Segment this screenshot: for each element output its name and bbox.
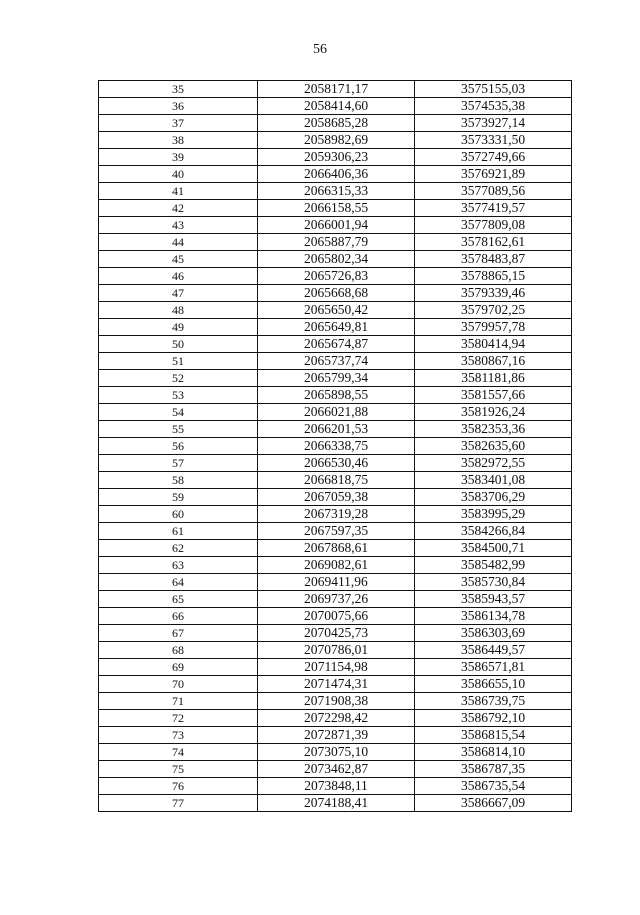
- point-number-cell: 45: [99, 251, 258, 268]
- point-number-cell: 50: [99, 336, 258, 353]
- y-coordinate-cell: 3582635,60: [415, 438, 572, 455]
- y-coordinate-cell: 3583995,29: [415, 506, 572, 523]
- point-number-cell: 77: [99, 795, 258, 812]
- y-coordinate-cell: 3586449,57: [415, 642, 572, 659]
- point-number-cell: 47: [99, 285, 258, 302]
- point-number-cell: 42: [99, 200, 258, 217]
- table-row: [99, 404, 572, 421]
- table-row: [99, 183, 572, 200]
- y-coordinate-cell: 3580867,16: [415, 353, 572, 370]
- x-coordinate-cell: 2067059,38: [258, 489, 415, 506]
- point-number-cell: 65: [99, 591, 258, 608]
- table-row: [99, 217, 572, 234]
- y-coordinate-cell: 3583706,29: [415, 489, 572, 506]
- point-number-cell: 54: [99, 404, 258, 421]
- x-coordinate-cell: 2071474,31: [258, 676, 415, 693]
- table-row: [99, 370, 572, 387]
- x-coordinate-cell: 2058685,28: [258, 115, 415, 132]
- point-number-cell: 63: [99, 557, 258, 574]
- y-coordinate-cell: 3581181,86: [415, 370, 572, 387]
- x-coordinate-cell: 2070786,01: [258, 642, 415, 659]
- x-coordinate-cell: 2074188,41: [258, 795, 415, 812]
- point-number-cell: 75: [99, 761, 258, 778]
- x-coordinate-cell: 2073848,11: [258, 778, 415, 795]
- point-number-cell: 70: [99, 676, 258, 693]
- table-row: [99, 727, 572, 744]
- point-number-cell: 66: [99, 608, 258, 625]
- x-coordinate-cell: 2069411,96: [258, 574, 415, 591]
- x-coordinate-cell: 2073075,10: [258, 744, 415, 761]
- y-coordinate-cell: 3586815,54: [415, 727, 572, 744]
- table-row: [99, 166, 572, 183]
- point-number-cell: 52: [99, 370, 258, 387]
- y-coordinate-cell: 3576921,89: [415, 166, 572, 183]
- x-coordinate-cell: 2066201,53: [258, 421, 415, 438]
- y-coordinate-cell: 3585730,84: [415, 574, 572, 591]
- point-number-cell: 46: [99, 268, 258, 285]
- table-row: [99, 506, 572, 523]
- y-coordinate-cell: 3582972,55: [415, 455, 572, 472]
- y-coordinate-cell: 3586787,35: [415, 761, 572, 778]
- point-number-cell: 59: [99, 489, 258, 506]
- point-number-cell: 64: [99, 574, 258, 591]
- table-row: [99, 234, 572, 251]
- table-row: [99, 489, 572, 506]
- y-coordinate-cell: 3573927,14: [415, 115, 572, 132]
- table-row: [99, 557, 572, 574]
- point-number-cell: 71: [99, 693, 258, 710]
- y-coordinate-cell: 3586739,75: [415, 693, 572, 710]
- point-number-cell: 41: [99, 183, 258, 200]
- y-coordinate-cell: 3574535,38: [415, 98, 572, 115]
- table-row: [99, 455, 572, 472]
- y-coordinate-cell: 3584500,71: [415, 540, 572, 557]
- table-row: [99, 795, 572, 812]
- y-coordinate-cell: 3581926,24: [415, 404, 572, 421]
- point-number-cell: 73: [99, 727, 258, 744]
- table-row: [99, 353, 572, 370]
- table-row: [99, 149, 572, 166]
- point-number-cell: 35: [99, 81, 258, 98]
- point-number-cell: 57: [99, 455, 258, 472]
- table-row: [99, 523, 572, 540]
- x-coordinate-cell: 2065799,34: [258, 370, 415, 387]
- table-row: [99, 608, 572, 625]
- point-number-cell: 69: [99, 659, 258, 676]
- table-row: [99, 693, 572, 710]
- y-coordinate-cell: 3578162,61: [415, 234, 572, 251]
- point-number-cell: 43: [99, 217, 258, 234]
- x-coordinate-cell: 2065650,42: [258, 302, 415, 319]
- point-number-cell: 72: [99, 710, 258, 727]
- table-row: [99, 251, 572, 268]
- point-number-cell: 60: [99, 506, 258, 523]
- point-number-cell: 53: [99, 387, 258, 404]
- y-coordinate-cell: 3586735,54: [415, 778, 572, 795]
- table-row: [99, 540, 572, 557]
- x-coordinate-cell: 2066021,88: [258, 404, 415, 421]
- point-number-cell: 56: [99, 438, 258, 455]
- table-row: [99, 625, 572, 642]
- x-coordinate-cell: 2058982,69: [258, 132, 415, 149]
- y-coordinate-cell: 3586792,10: [415, 710, 572, 727]
- x-coordinate-cell: 2072298,42: [258, 710, 415, 727]
- x-coordinate-cell: 2065674,87: [258, 336, 415, 353]
- point-number-cell: 74: [99, 744, 258, 761]
- y-coordinate-cell: 3586655,10: [415, 676, 572, 693]
- table-row: [99, 659, 572, 676]
- point-number-cell: 58: [99, 472, 258, 489]
- table-row: [99, 472, 572, 489]
- y-coordinate-cell: 3580414,94: [415, 336, 572, 353]
- x-coordinate-cell: 2059306,23: [258, 149, 415, 166]
- y-coordinate-cell: 3586571,81: [415, 659, 572, 676]
- table-row: [99, 98, 572, 115]
- table-row: [99, 132, 572, 149]
- point-number-cell: 40: [99, 166, 258, 183]
- coordinates-table-body: [99, 81, 572, 812]
- y-coordinate-cell: 3579702,25: [415, 302, 572, 319]
- table-row: [99, 574, 572, 591]
- x-coordinate-cell: 2066158,55: [258, 200, 415, 217]
- x-coordinate-cell: 2065737,74: [258, 353, 415, 370]
- point-number-cell: 76: [99, 778, 258, 795]
- y-coordinate-cell: 3583401,08: [415, 472, 572, 489]
- y-coordinate-cell: 3578483,87: [415, 251, 572, 268]
- point-number-cell: 39: [99, 149, 258, 166]
- table-row: [99, 81, 572, 98]
- y-coordinate-cell: 3582353,36: [415, 421, 572, 438]
- x-coordinate-cell: 2066338,75: [258, 438, 415, 455]
- x-coordinate-cell: 2069082,61: [258, 557, 415, 574]
- x-coordinate-cell: 2065668,68: [258, 285, 415, 302]
- point-number-cell: 38: [99, 132, 258, 149]
- x-coordinate-cell: 2067868,61: [258, 540, 415, 557]
- table-row: [99, 387, 572, 404]
- point-number-cell: 51: [99, 353, 258, 370]
- y-coordinate-cell: 3579339,46: [415, 285, 572, 302]
- y-coordinate-cell: 3579957,78: [415, 319, 572, 336]
- point-number-cell: 48: [99, 302, 258, 319]
- x-coordinate-cell: 2058171,17: [258, 81, 415, 98]
- y-coordinate-cell: 3575155,03: [415, 81, 572, 98]
- x-coordinate-cell: 2066530,46: [258, 455, 415, 472]
- x-coordinate-cell: 2067597,35: [258, 523, 415, 540]
- point-number-cell: 61: [99, 523, 258, 540]
- x-coordinate-cell: 2070425,73: [258, 625, 415, 642]
- table-row: [99, 302, 572, 319]
- x-coordinate-cell: 2065649,81: [258, 319, 415, 336]
- table-row: [99, 421, 572, 438]
- page-number: 56: [313, 42, 327, 57]
- table-row: [99, 591, 572, 608]
- y-coordinate-cell: 3585482,99: [415, 557, 572, 574]
- table-row: [99, 336, 572, 353]
- table-row: [99, 438, 572, 455]
- table-row: [99, 268, 572, 285]
- table-row: [99, 115, 572, 132]
- x-coordinate-cell: 2065887,79: [258, 234, 415, 251]
- point-number-cell: 62: [99, 540, 258, 557]
- x-coordinate-cell: 2066406,36: [258, 166, 415, 183]
- x-coordinate-cell: 2071908,38: [258, 693, 415, 710]
- x-coordinate-cell: 2071154,98: [258, 659, 415, 676]
- y-coordinate-cell: 3572749,66: [415, 149, 572, 166]
- x-coordinate-cell: 2058414,60: [258, 98, 415, 115]
- point-number-cell: 37: [99, 115, 258, 132]
- point-number-cell: 67: [99, 625, 258, 642]
- y-coordinate-cell: 3577809,08: [415, 217, 572, 234]
- x-coordinate-cell: 2069737,26: [258, 591, 415, 608]
- table-row: [99, 319, 572, 336]
- point-number-cell: 68: [99, 642, 258, 659]
- x-coordinate-cell: 2067319,28: [258, 506, 415, 523]
- y-coordinate-cell: 3586814,10: [415, 744, 572, 761]
- table-row: [99, 200, 572, 217]
- x-coordinate-cell: 2066818,75: [258, 472, 415, 489]
- y-coordinate-cell: 3585943,57: [415, 591, 572, 608]
- x-coordinate-cell: 2066315,33: [258, 183, 415, 200]
- y-coordinate-cell: 3586134,78: [415, 608, 572, 625]
- table-row: [99, 761, 572, 778]
- x-coordinate-cell: 2073462,87: [258, 761, 415, 778]
- x-coordinate-cell: 2072871,39: [258, 727, 415, 744]
- y-coordinate-cell: 3578865,15: [415, 268, 572, 285]
- point-number-cell: 36: [99, 98, 258, 115]
- y-coordinate-cell: 3586303,69: [415, 625, 572, 642]
- point-number-cell: 44: [99, 234, 258, 251]
- x-coordinate-cell: 2065802,34: [258, 251, 415, 268]
- table-row: [99, 642, 572, 659]
- table-row: [99, 710, 572, 727]
- table-row: [99, 676, 572, 693]
- table-row: [99, 744, 572, 761]
- x-coordinate-cell: 2065898,55: [258, 387, 415, 404]
- table-row: [99, 778, 572, 795]
- y-coordinate-cell: 3577089,56: [415, 183, 572, 200]
- y-coordinate-cell: 3577419,57: [415, 200, 572, 217]
- table-row: [99, 285, 572, 302]
- coordinates-table: [98, 80, 572, 812]
- x-coordinate-cell: 2066001,94: [258, 217, 415, 234]
- y-coordinate-cell: 3581557,66: [415, 387, 572, 404]
- point-number-cell: 55: [99, 421, 258, 438]
- x-coordinate-cell: 2070075,66: [258, 608, 415, 625]
- y-coordinate-cell: 3586667,09: [415, 795, 572, 812]
- x-coordinate-cell: 2065726,83: [258, 268, 415, 285]
- y-coordinate-cell: 3584266,84: [415, 523, 572, 540]
- y-coordinate-cell: 3573331,50: [415, 132, 572, 149]
- point-number-cell: 49: [99, 319, 258, 336]
